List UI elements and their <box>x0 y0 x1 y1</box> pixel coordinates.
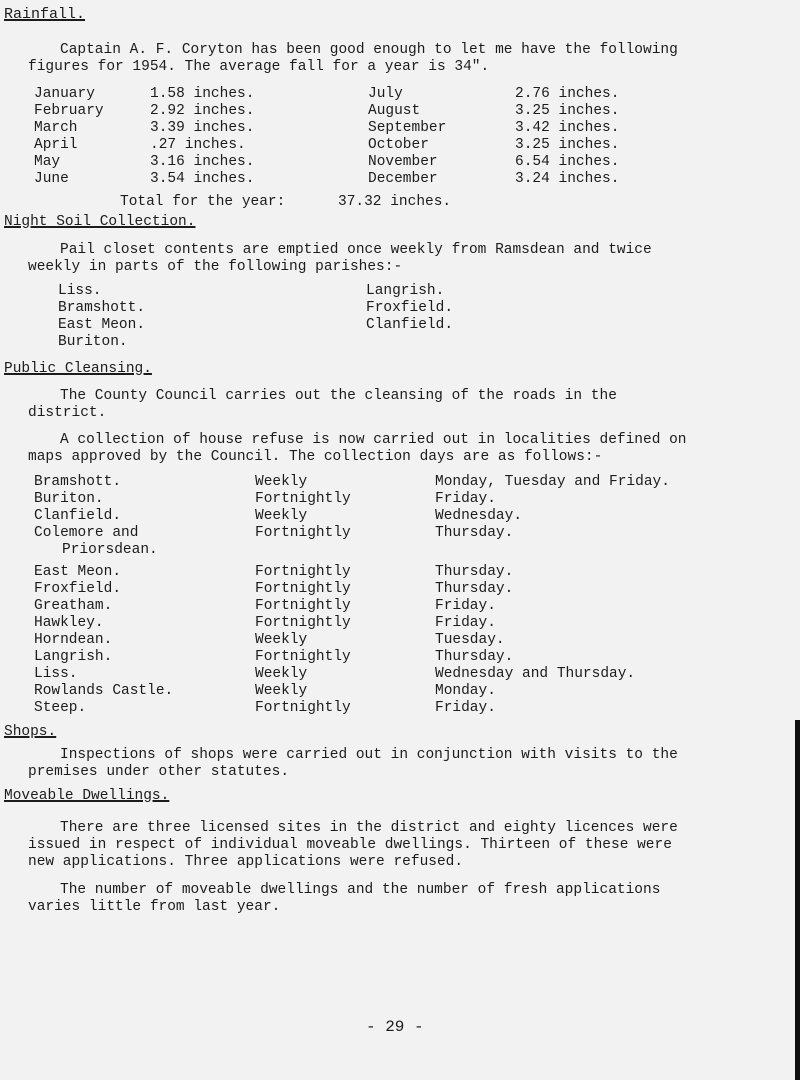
cleansing-para-2 <box>28 432 748 466</box>
month-value: 3.54 inches. <box>150 171 255 187</box>
rainfall-total-value: 37.32 inches. <box>338 194 452 210</box>
month-value: 2.76 inches. <box>515 86 620 102</box>
night-soil-line-2: weekly in parts of the following parishes:- <box>28 259 403 275</box>
collection-place: Hawkley. <box>34 615 104 631</box>
parish-item: East Meon. <box>58 317 146 333</box>
month-value: 3.25 inches. <box>515 137 620 153</box>
night-soil-para <box>28 242 748 276</box>
collection-place: Bramshott. <box>34 474 122 490</box>
collection-place: Clanfield. <box>34 508 122 524</box>
month-label: February <box>34 103 104 119</box>
collection-days: Monday. <box>435 683 496 699</box>
month-label: March <box>34 120 78 136</box>
collection-days: Friday. <box>435 598 496 614</box>
month-value: 6.54 inches. <box>515 154 620 170</box>
month-label: April <box>34 137 78 153</box>
collection-place: Liss. <box>34 666 78 682</box>
collection-days: Thursday. <box>435 581 514 597</box>
month-label: June <box>34 171 69 187</box>
month-label: October <box>368 137 429 153</box>
page-number: - 29 - <box>366 1018 424 1036</box>
shops-line-1: Inspections of shops were carried out in conjunction with visits to the <box>60 747 678 763</box>
rainfall-total-label: Total for the year: <box>120 194 286 210</box>
collection-frequency: Fortnightly <box>255 598 351 614</box>
month-value: 3.39 inches. <box>150 120 255 136</box>
parish-item: Buriton. <box>58 334 128 350</box>
collection-frequency: Fortnightly <box>255 615 351 631</box>
moveable-p1-line-1: There are three licensed sites in the district and eighty licences were <box>60 820 678 836</box>
collection-place: Langrish. <box>34 649 113 665</box>
cleansing-p1-line-2: district. <box>28 405 107 421</box>
scan-edge-mark <box>795 720 800 1080</box>
collection-frequency: Weekly <box>255 508 308 524</box>
rainfall-heading: Rainfall. <box>4 6 86 23</box>
rainfall-intro <box>28 42 748 76</box>
month-value: 2.92 inches. <box>150 103 255 119</box>
month-label: May <box>34 154 61 170</box>
month-label: November <box>368 154 438 170</box>
month-label: December <box>368 171 438 187</box>
cleansing-p2-line-2: maps approved by the Council. The collection days are as follows:- <box>28 449 603 465</box>
collection-days: Thursday. <box>435 525 514 541</box>
cleansing-para-1 <box>28 388 748 422</box>
shops-para <box>28 747 748 781</box>
month-label: January <box>34 86 95 102</box>
collection-days: Thursday. <box>435 649 514 665</box>
collection-frequency: Fortnightly <box>255 700 351 716</box>
moveable-p2-line-1: The number of moveable dwellings and the number of fresh applications <box>60 882 661 898</box>
moveable-p1-line-2: issued in respect of individual moveable dwellings. Thirteen of these were <box>28 837 672 853</box>
collection-days: Friday. <box>435 491 496 507</box>
collection-frequency: Weekly <box>255 683 308 699</box>
month-label: August <box>368 103 421 119</box>
collection-place: Buriton. <box>34 491 104 507</box>
month-value: 1.58 inches. <box>150 86 255 102</box>
public-cleansing-heading: Public Cleansing. <box>4 361 152 377</box>
collection-days: Monday, Tuesday and Friday. <box>435 474 670 490</box>
intro-line-2: figures for 1954. The average fall for a year is 34". <box>28 59 490 75</box>
night-soil-heading: Night Soil Collection. <box>4 214 196 230</box>
month-label: September <box>368 120 447 136</box>
collection-frequency: Fortnightly <box>255 649 351 665</box>
month-value: 3.25 inches. <box>515 103 620 119</box>
collection-frequency: Fortnightly <box>255 564 351 580</box>
cleansing-p1-line-1: The County Council carries out the cleansing of the roads in the <box>60 388 617 404</box>
collection-place: Colemore and <box>34 525 139 541</box>
collection-days: Tuesday. <box>435 632 505 648</box>
collection-place: Steep. <box>34 700 87 716</box>
collection-frequency: Fortnightly <box>255 581 351 597</box>
parish-item: Froxfield. <box>366 300 454 316</box>
collection-frequency: Weekly <box>255 666 308 682</box>
cleansing-p2-line-1: A collection of house refuse is now carried out in localities defined on <box>60 432 687 448</box>
parish-item: Langrish. <box>366 283 445 299</box>
collection-place: Horndean. <box>34 632 113 648</box>
collection-place: East Meon. <box>34 564 122 580</box>
shops-heading: Shops. <box>4 724 57 740</box>
moveable-p1-line-3: new applications. Three applications were refused. <box>28 854 464 870</box>
night-soil-line-1: Pail closet contents are emptied once weekly from Ramsdean and twice <box>60 242 652 258</box>
collection-frequency: Weekly <box>255 632 308 648</box>
collection-days: Friday. <box>435 615 496 631</box>
collection-days: Wednesday. <box>435 508 523 524</box>
parish-item: Clanfield. <box>366 317 454 333</box>
collection-days: Friday. <box>435 700 496 716</box>
moveable-p2-line-2: varies little from last year. <box>28 899 281 915</box>
collection-days: Wednesday and Thursday. <box>435 666 636 682</box>
collection-place: Froxfield. <box>34 581 122 597</box>
month-value: 3.42 inches. <box>515 120 620 136</box>
collection-days: Thursday. <box>435 564 514 580</box>
parish-item: Bramshott. <box>58 300 146 316</box>
collection-place: Priorsdean. <box>62 542 158 558</box>
month-label: July <box>368 86 403 102</box>
collection-frequency: Fortnightly <box>255 525 351 541</box>
month-value: .27 inches. <box>150 137 246 153</box>
collection-frequency: Weekly <box>255 474 308 490</box>
shops-line-2: premises under other statutes. <box>28 764 290 780</box>
intro-line-1: Captain A. F. Coryton has been good enough to let me have the following <box>60 42 678 58</box>
parish-item: Liss. <box>58 283 102 299</box>
moveable-para-2 <box>28 882 748 916</box>
month-value: 3.16 inches. <box>150 154 255 170</box>
collection-place: Greatham. <box>34 598 113 614</box>
moveable-para-1 <box>28 820 748 871</box>
collection-frequency: Fortnightly <box>255 491 351 507</box>
moveable-dwellings-heading: Moveable Dwellings. <box>4 788 170 804</box>
collection-place: Rowlands Castle. <box>34 683 174 699</box>
month-value: 3.24 inches. <box>515 171 620 187</box>
